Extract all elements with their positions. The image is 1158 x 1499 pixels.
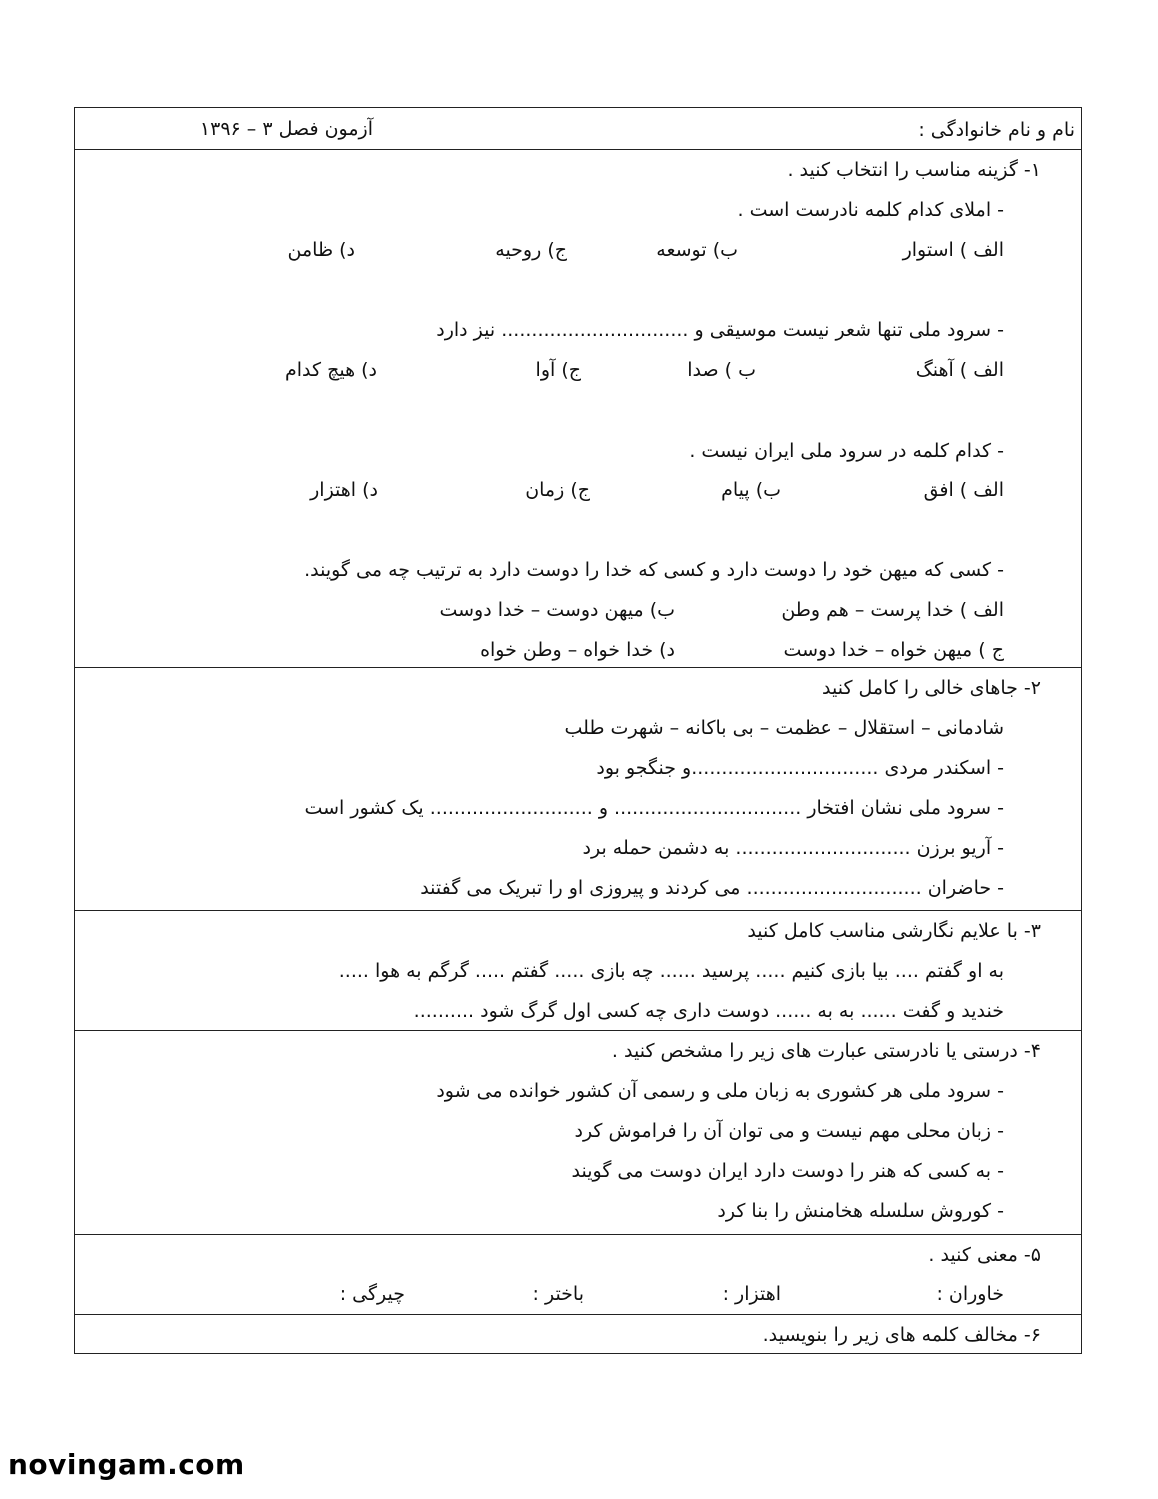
q1-item-4-option-b: ب) میهن دوست – خدا دوست xyxy=(439,599,675,621)
q1-item-2-stem: - سرود ملی تنها شعر نیست موسیقی و ............................... نیز دارد xyxy=(436,319,1004,341)
q2-word-bank: شادمانی – استقلال – عظمت – بی باکانه – شهرت طلب xyxy=(564,717,1004,739)
q3-line-1: به او گفتم .... بیا بازی کنیم ..... پرسید ...... چه بازی ..... گفتم ..... گرگم به هوا ..... xyxy=(338,960,1004,982)
q1-item-2-option-d: د) هیچ کدام xyxy=(284,359,377,381)
question-2 xyxy=(75,667,1081,910)
q2-item-4: - حاضران ............................. می کردند و پیروزی او را تبریک می گفتند xyxy=(420,877,1004,899)
q4-item-4: - کوروش سلسله هخامنش را بنا کرد xyxy=(717,1200,1004,1222)
q1-item-1-stem: - املای کدام کلمه نادرست است . xyxy=(737,199,1004,221)
question-1 xyxy=(75,149,1081,667)
q1-item-3-option-c: ج) زمان xyxy=(525,479,590,501)
question-3-title: ۳- با علایم نگارشی مناسب کامل کنید xyxy=(747,920,1041,942)
q4-item-3: - به کسی که هنر را دوست دارد ایران دوست می گویند xyxy=(571,1160,1004,1182)
q5-word-3: باختر : xyxy=(532,1283,584,1305)
q4-item-1: - سرود ملی هر کشوری به زبان ملی و رسمی آن کشور خوانده می شود xyxy=(436,1080,1004,1102)
question-3 xyxy=(75,910,1081,1030)
exam-sheet xyxy=(74,107,1082,1354)
q4-item-2: - زبان محلی مهم نیست و می توان آن را فراموش کرد xyxy=(574,1120,1004,1142)
exam-title: آزمون فصل ۳ – ۱۳۹۶ xyxy=(199,118,373,140)
q5-word-1: خاوران : xyxy=(936,1283,1004,1305)
q1-item-4-stem: - کسی که میهن خود را دوست دارد و کسی که خدا را دوست دارد به ترتیب چه می گویند. xyxy=(304,559,1004,581)
question-4-title: ۴- درستی یا نادرستی عبارت های زیر را مشخص کنید . xyxy=(611,1040,1041,1062)
q5-word-4: چیرگی : xyxy=(339,1283,405,1305)
q1-item-3-option-d: د) اهتزار xyxy=(310,479,378,501)
q1-item-1-option-b: ب) توسعه xyxy=(656,239,738,261)
q1-item-4-option-a: الف ) خدا پرست – هم وطن xyxy=(781,599,1004,621)
q1-item-1-option-a: الف ) استوار xyxy=(902,239,1004,261)
question-1-title: ۱- گزینه مناسب را انتخاب کنید . xyxy=(787,159,1041,181)
q1-item-3-stem: - کدام کلمه در سرود ملی ایران نیست . xyxy=(689,440,1004,462)
q2-item-3: - آریو برزن ............................. به دشمن حمله برد xyxy=(582,837,1004,859)
question-5 xyxy=(75,1234,1081,1314)
question-5-title: ۵- معنی کنید . xyxy=(928,1244,1041,1266)
q1-item-3-option-a: الف ) افق xyxy=(923,479,1004,501)
q1-item-4-option-d: د) خدا خواه – وطن خواه xyxy=(480,639,675,661)
question-6-title: ۶- مخالف کلمه های زیر را بنویسید. xyxy=(762,1324,1041,1346)
q3-line-2: خندید و گفت ...... به به ...... دوست داری چه کسی اول گرگ شود .......... xyxy=(413,1000,1004,1022)
question-4 xyxy=(75,1030,1081,1234)
header-row xyxy=(75,108,1081,149)
q2-item-1: - اسکندر مردی ...............................و جنگجو بود xyxy=(596,757,1004,779)
q1-item-1-option-d: د) ظامن xyxy=(287,239,355,261)
q5-word-2: اهتزار : xyxy=(722,1283,781,1305)
q1-item-2-option-c: ج) آوا xyxy=(535,359,581,381)
q1-item-2-option-b: ب ) صدا xyxy=(687,359,756,381)
question-2-title: ۲- جاهای خالی را کامل کنید xyxy=(822,677,1041,699)
student-name-label: نام و نام خانوادگی : xyxy=(918,119,1075,141)
q1-item-1-option-c: ج) روحیه xyxy=(495,239,567,261)
q1-item-2-option-a: الف ) آهنگ xyxy=(915,359,1004,381)
site-watermark: novingam.com xyxy=(8,1448,245,1481)
q1-item-4-option-c: ج ) میهن خواه – خدا دوست xyxy=(783,639,1004,661)
q2-item-2: - سرود ملی نشان افتخار ............................... و ........................... یک کشور است xyxy=(304,797,1004,819)
q1-item-3-option-b: ب) پیام xyxy=(721,479,781,501)
question-6 xyxy=(75,1314,1081,1353)
